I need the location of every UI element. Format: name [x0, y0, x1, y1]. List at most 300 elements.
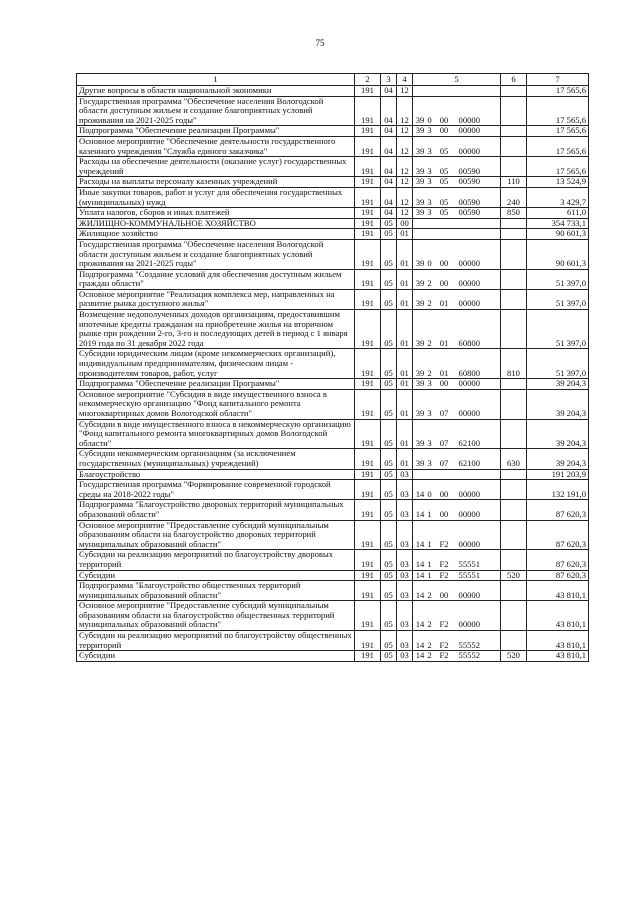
row-amount: 39 204,3 [527, 379, 589, 390]
row-expense-type [501, 269, 527, 289]
target-article-part: 00000 [458, 278, 480, 289]
table-row [77, 349, 589, 379]
row-amount: 17 565,6 [527, 86, 589, 97]
table-row [77, 96, 589, 126]
target-article-part: 00000 [458, 258, 480, 269]
target-article-part: 00000 [458, 619, 480, 630]
target-article-part: 00 [439, 114, 449, 125]
target-article-part: 3 [427, 145, 432, 156]
target-article-part: F2 [439, 570, 449, 580]
row-target-article [413, 550, 501, 570]
row-admin-code: 191 [355, 187, 381, 207]
header-col-4: 4 [397, 74, 413, 86]
target-article-part: 00000 [458, 508, 480, 519]
row-amount: 17 565,6 [527, 126, 589, 137]
target-article-part: 00 [439, 488, 449, 499]
target-article-part: 39 [415, 367, 425, 378]
row-target-article [413, 480, 501, 500]
target-article-part: 05 [439, 145, 449, 156]
row-admin-code: 191 [355, 570, 381, 581]
row-admin-code: 191 [355, 126, 381, 137]
target-article-part: 39 [415, 165, 425, 176]
row-name: ЖИЛИЩНО-КОММУНАЛЬНОЕ ХОЗЯЙСТВО [77, 218, 355, 229]
table-row [77, 469, 589, 480]
target-article-part: 39 [415, 207, 425, 218]
row-target-article [413, 520, 501, 550]
row-expense-type: 110 [501, 177, 527, 188]
row-admin-code: 191 [355, 177, 381, 188]
row-subsection: 12 [397, 126, 413, 137]
row-subsection: 03 [397, 651, 413, 662]
table-row [77, 520, 589, 550]
row-subsection: 01 [397, 289, 413, 309]
table-row [77, 289, 589, 309]
target-article-part: 14 [415, 538, 425, 549]
row-amount: 39 204,3 [527, 449, 589, 469]
target-article-part: 3 [427, 165, 432, 176]
target-article-part: 00 [439, 508, 449, 519]
row-expense-type: 240 [501, 187, 527, 207]
row-expense-type [501, 310, 527, 349]
row-section: 05 [381, 550, 397, 570]
row-section: 04 [381, 157, 397, 177]
row-section: 05 [381, 581, 397, 601]
header-col-5: 5 [413, 74, 501, 86]
row-target-article [413, 126, 501, 137]
row-subsection: 01 [397, 379, 413, 390]
row-expense-type [501, 631, 527, 651]
row-section: 05 [381, 449, 397, 469]
row-section: 05 [381, 269, 397, 289]
row-name: Подпрограмма "Обеспечение реализации Программы" [77, 379, 355, 390]
row-target-article [413, 379, 501, 390]
target-article-part: 55552 [458, 650, 480, 661]
table-row [77, 239, 589, 269]
table-row [77, 480, 589, 500]
target-article-part: 00 [439, 378, 449, 389]
target-article-part: 0 [427, 488, 432, 499]
table-row [77, 500, 589, 520]
row-section: 04 [381, 177, 397, 188]
row-name: Другие вопросы в области национальной экономики [77, 86, 355, 97]
row-name: Основное мероприятие "Предоставление субсидий муниципальным образованиям области на благоустройство дворовых территорий муниципальных образований области" [77, 520, 355, 550]
row-amount: 90 601,3 [527, 239, 589, 269]
row-subsection: 03 [397, 469, 413, 480]
row-subsection: 01 [397, 229, 413, 240]
target-article-part: 00000 [458, 538, 480, 549]
row-amount: 3 429,7 [527, 187, 589, 207]
target-article-part: 00590 [458, 196, 480, 207]
row-name: Возмещение недополученных доходов организациям, предоставившим ипотечные кредиты гражданам на приобретение жилья на вторичном рынке при рождении 2-го, 3-го и последующих детей в период с 1 января 2019 года по 31 декабря 2022 года [77, 310, 355, 349]
row-section: 04 [381, 126, 397, 137]
table-row [77, 601, 589, 631]
target-article-part: 2 [427, 298, 432, 309]
row-expense-type [501, 96, 527, 126]
row-section: 05 [381, 289, 397, 309]
target-article-part: 14 [415, 589, 425, 600]
row-admin-code: 191 [355, 136, 381, 156]
header-col-3: 3 [381, 74, 397, 86]
target-article-part: 00000 [458, 408, 480, 418]
row-amount: 90 601,3 [527, 229, 589, 240]
row-section: 05 [381, 651, 397, 662]
row-section: 05 [381, 480, 397, 500]
row-amount: 43 810,1 [527, 651, 589, 662]
target-article-part: 39 [415, 176, 425, 187]
row-expense-type [501, 126, 527, 137]
row-target-article [413, 601, 501, 631]
table-row [77, 631, 589, 651]
row-name: Основное мероприятие "Предоставление субсидий муниципальным образованиям области на благоустройство общественных территорий муниципальных образований области" [77, 601, 355, 631]
row-subsection: 12 [397, 187, 413, 207]
row-amount: 191 203,9 [527, 469, 589, 480]
target-article-part: 2 [427, 650, 432, 661]
row-section: 05 [381, 631, 397, 651]
row-amount: 87 620,3 [527, 520, 589, 550]
target-article-part: 39 [415, 145, 425, 156]
row-amount: 51 397,0 [527, 349, 589, 379]
row-target-article [413, 570, 501, 581]
row-amount: 87 620,3 [527, 570, 589, 581]
target-article-part: 39 [415, 457, 425, 468]
target-article-part: F2 [439, 639, 449, 650]
row-expense-type [501, 500, 527, 520]
row-target-article [413, 229, 501, 240]
row-name: Государственная программа "Формирование современной городской среды на 2018-2022 годы" [77, 480, 355, 500]
target-article-part: 05 [439, 165, 449, 176]
row-admin-code: 191 [355, 269, 381, 289]
row-name: Благоустройство [77, 469, 355, 480]
row-admin-code: 191 [355, 651, 381, 662]
row-section: 05 [381, 379, 397, 390]
target-article-part: F2 [439, 558, 449, 569]
row-admin-code: 191 [355, 480, 381, 500]
row-name: Субсидии некоммерческим организациям (за исключением государственных (муниципальных) учреждений) [77, 449, 355, 469]
target-article-part: 00 [439, 589, 449, 600]
target-article-part: 2 [427, 337, 432, 348]
row-name: Субсидии [77, 570, 355, 581]
row-admin-code: 191 [355, 229, 381, 240]
row-subsection: 03 [397, 500, 413, 520]
target-article-part: 2 [427, 278, 432, 289]
row-section: 05 [381, 310, 397, 349]
target-article-part: 39 [415, 408, 425, 418]
row-subsection: 01 [397, 449, 413, 469]
row-admin-code: 191 [355, 310, 381, 349]
row-name: Основное мероприятие "Реализация комплекса мер, направленных на развитие рынка доступного жилья" [77, 289, 355, 309]
target-article-part: 39 [415, 278, 425, 289]
row-target-article [413, 581, 501, 601]
row-section: 04 [381, 208, 397, 219]
target-article-part: 01 [439, 337, 449, 348]
row-name: Расходы на выплаты персоналу казенных учреждений [77, 177, 355, 188]
header-col-7: 7 [527, 74, 589, 86]
row-section: 05 [381, 229, 397, 240]
target-article-part: 01 [439, 367, 449, 378]
row-amount: 13 524,9 [527, 177, 589, 188]
target-article-part: 3 [427, 196, 432, 207]
target-article-part: 39 [415, 298, 425, 309]
row-name: Жилищное хозяйство [77, 229, 355, 240]
row-subsection: 03 [397, 480, 413, 500]
row-admin-code: 191 [355, 449, 381, 469]
table-row [77, 86, 589, 97]
target-article-part: 07 [439, 457, 449, 468]
row-expense-type [501, 581, 527, 601]
row-target-article [413, 500, 501, 520]
target-article-part: 3 [427, 125, 432, 136]
target-article-part: 39 [415, 114, 425, 125]
page-number: 75 [315, 38, 325, 48]
target-article-part: 00590 [458, 165, 480, 176]
row-amount: 39 204,3 [527, 389, 589, 419]
row-name: Основное мероприятие "Обеспечение деятельности государственного казенного учреждения "Служба единого заказчика" [77, 136, 355, 156]
row-expense-type [501, 157, 527, 177]
row-admin-code: 191 [355, 389, 381, 419]
target-article-part: 07 [439, 437, 449, 448]
table-row [77, 570, 589, 581]
target-article-part: 3 [427, 378, 432, 389]
row-amount: 51 397,0 [527, 310, 589, 349]
target-article-part: 1 [427, 570, 432, 580]
row-admin-code: 191 [355, 550, 381, 570]
target-article-part: 14 [415, 619, 425, 630]
row-admin-code: 191 [355, 500, 381, 520]
row-expense-type: 850 [501, 208, 527, 219]
row-expense-type [501, 289, 527, 309]
row-section: 05 [381, 601, 397, 631]
row-subsection: 12 [397, 157, 413, 177]
target-article-part: 00000 [458, 145, 480, 156]
table-row [77, 177, 589, 188]
row-target-article [413, 208, 501, 219]
row-name: Субсидии в виде имущественного взноса в некоммерческую организацию "Фонд капитального ремонта многоквартирных домов Вологодской области" [77, 419, 355, 449]
table-row [77, 550, 589, 570]
row-amount: 611,0 [527, 208, 589, 219]
target-article-part: 3 [427, 457, 432, 468]
row-section: 05 [381, 349, 397, 379]
row-subsection: 12 [397, 208, 413, 219]
table-row [77, 651, 589, 662]
row-target-article [413, 419, 501, 449]
row-admin-code: 191 [355, 419, 381, 449]
row-expense-type [501, 86, 527, 97]
target-article-part: 1 [427, 558, 432, 569]
row-target-article [413, 631, 501, 651]
row-amount: 132 191,0 [527, 480, 589, 500]
row-amount: 87 620,3 [527, 550, 589, 570]
row-target-article [413, 349, 501, 379]
target-article-part: 62100 [458, 457, 480, 468]
target-article-part: 2 [427, 589, 432, 600]
table-row [77, 449, 589, 469]
table-row [77, 208, 589, 219]
row-expense-type: 520 [501, 570, 527, 581]
row-target-article [413, 187, 501, 207]
row-admin-code: 191 [355, 631, 381, 651]
row-name: Подпрограмма "Благоустройство дворовых территорий муниципальных образований области" [77, 500, 355, 520]
row-expense-type: 810 [501, 349, 527, 379]
table-row [77, 389, 589, 419]
header-row [77, 74, 589, 86]
target-article-part: 05 [439, 196, 449, 207]
table-row [77, 218, 589, 229]
row-admin-code: 191 [355, 469, 381, 480]
target-article-part: 39 [415, 337, 425, 348]
target-article-part: 00000 [458, 589, 480, 600]
row-expense-type [501, 239, 527, 269]
target-article-part: 00000 [458, 114, 480, 125]
row-subsection: 01 [397, 419, 413, 449]
target-article-part: 14 [415, 558, 425, 569]
row-amount: 39 204,3 [527, 419, 589, 449]
target-article-part: 00590 [458, 176, 480, 187]
row-expense-type [501, 419, 527, 449]
target-article-part: 14 [415, 488, 425, 499]
row-admin-code: 191 [355, 157, 381, 177]
row-name: Уплата налогов, сборов и иных платежей [77, 208, 355, 219]
table-row [77, 136, 589, 156]
row-amount: 43 810,1 [527, 601, 589, 631]
table-row [77, 310, 589, 349]
row-name: Подпрограмма "Благоустройство общественных территорий муниципальных образований области" [77, 581, 355, 601]
row-section: 05 [381, 520, 397, 550]
row-expense-type [501, 389, 527, 419]
target-article-part: 55551 [458, 570, 480, 580]
row-section: 05 [381, 570, 397, 581]
row-subsection: 01 [397, 310, 413, 349]
target-article-part: F2 [439, 619, 449, 630]
row-target-article [413, 96, 501, 126]
row-target-article [413, 389, 501, 419]
row-name: Субсидии [77, 651, 355, 662]
row-subsection: 12 [397, 136, 413, 156]
target-article-part: 2 [427, 367, 432, 378]
target-article-part: 00 [439, 125, 449, 136]
row-target-article [413, 86, 501, 97]
row-section: 04 [381, 96, 397, 126]
row-admin-code: 191 [355, 349, 381, 379]
target-article-part: 60800 [458, 367, 480, 378]
row-name: Расходы на обеспечение деятельности (оказание услуг) государственных учреждений [77, 157, 355, 177]
row-section: 05 [381, 389, 397, 419]
row-target-article [413, 449, 501, 469]
target-article-part: 01 [439, 298, 449, 309]
row-expense-type [501, 218, 527, 229]
table-body [77, 86, 589, 662]
row-name: Подпрограмма "Создание условий для обеспечения доступным жильем граждан области" [77, 269, 355, 289]
target-article-part: F2 [439, 538, 449, 549]
row-subsection: 01 [397, 389, 413, 419]
row-subsection: 01 [397, 349, 413, 379]
target-article-part: 1 [427, 508, 432, 519]
target-article-part: 3 [427, 176, 432, 187]
target-article-part: 3 [427, 207, 432, 218]
target-article-part: 00000 [458, 378, 480, 389]
target-article-part: 2 [427, 619, 432, 630]
row-expense-type [501, 469, 527, 480]
row-admin-code: 191 [355, 96, 381, 126]
target-article-part: 00000 [458, 298, 480, 309]
row-amount: 17 565,6 [527, 136, 589, 156]
target-article-part: 14 [415, 639, 425, 650]
row-section: 05 [381, 469, 397, 480]
row-name: Государственная программа "Обеспечение населения Вологодской области доступным жильем и создание благоприятных условий проживания на 2021-2025 годы" [77, 239, 355, 269]
row-name: Субсидии на реализацию мероприятий по благоустройству общественных территорий [77, 631, 355, 651]
target-article-part: 0 [427, 258, 432, 269]
table-row [77, 229, 589, 240]
target-article-part: 05 [439, 207, 449, 218]
row-expense-type [501, 480, 527, 500]
table-row [77, 187, 589, 207]
row-expense-type [501, 550, 527, 570]
row-admin-code: 191 [355, 520, 381, 550]
row-amount: 17 565,6 [527, 96, 589, 126]
row-expense-type: 630 [501, 449, 527, 469]
row-target-article [413, 289, 501, 309]
row-section: 04 [381, 86, 397, 97]
target-article-part: 3 [427, 408, 432, 418]
target-article-part: 00000 [458, 488, 480, 499]
row-expense-type [501, 601, 527, 631]
row-target-article [413, 469, 501, 480]
table-row [77, 581, 589, 601]
header-col-1: 1 [77, 74, 355, 86]
table-row [77, 157, 589, 177]
target-article-part: 00000 [458, 125, 480, 136]
target-article-part: 55551 [458, 558, 480, 569]
row-amount: 43 810,1 [527, 581, 589, 601]
target-article-part: 39 [415, 258, 425, 269]
row-subsection: 12 [397, 96, 413, 126]
row-name: Субсидии на реализацию мероприятий по благоустройству дворовых территорий [77, 550, 355, 570]
row-section: 05 [381, 218, 397, 229]
row-subsection: 03 [397, 550, 413, 570]
target-article-part: 14 [415, 570, 425, 580]
row-subsection: 12 [397, 86, 413, 97]
target-article-part: 39 [415, 437, 425, 448]
budget-table [76, 73, 589, 662]
row-section: 05 [381, 419, 397, 449]
row-expense-type [501, 229, 527, 240]
target-article-part: 0 [427, 114, 432, 125]
row-target-article [413, 269, 501, 289]
row-admin-code: 191 [355, 601, 381, 631]
row-expense-type: 520 [501, 651, 527, 662]
target-article-part: 60800 [458, 337, 480, 348]
row-admin-code: 191 [355, 208, 381, 219]
row-section: 05 [381, 500, 397, 520]
row-target-article [413, 157, 501, 177]
row-admin-code: 191 [355, 581, 381, 601]
header-col-2: 2 [355, 74, 381, 86]
row-section: 05 [381, 239, 397, 269]
row-amount: 87 620,3 [527, 500, 589, 520]
target-article-part: 3 [427, 437, 432, 448]
header-col-6: 6 [501, 74, 527, 86]
row-subsection: 03 [397, 601, 413, 631]
row-name: Подпрограмма "Обеспечение реализации Программы" [77, 126, 355, 137]
target-article-part: 1 [427, 538, 432, 549]
row-admin-code: 191 [355, 86, 381, 97]
row-amount: 51 397,0 [527, 269, 589, 289]
target-article-part: F2 [439, 650, 449, 661]
row-amount: 17 565,6 [527, 157, 589, 177]
table-row [77, 379, 589, 390]
target-article-part: 2 [427, 639, 432, 650]
row-section: 04 [381, 136, 397, 156]
row-admin-code: 191 [355, 289, 381, 309]
